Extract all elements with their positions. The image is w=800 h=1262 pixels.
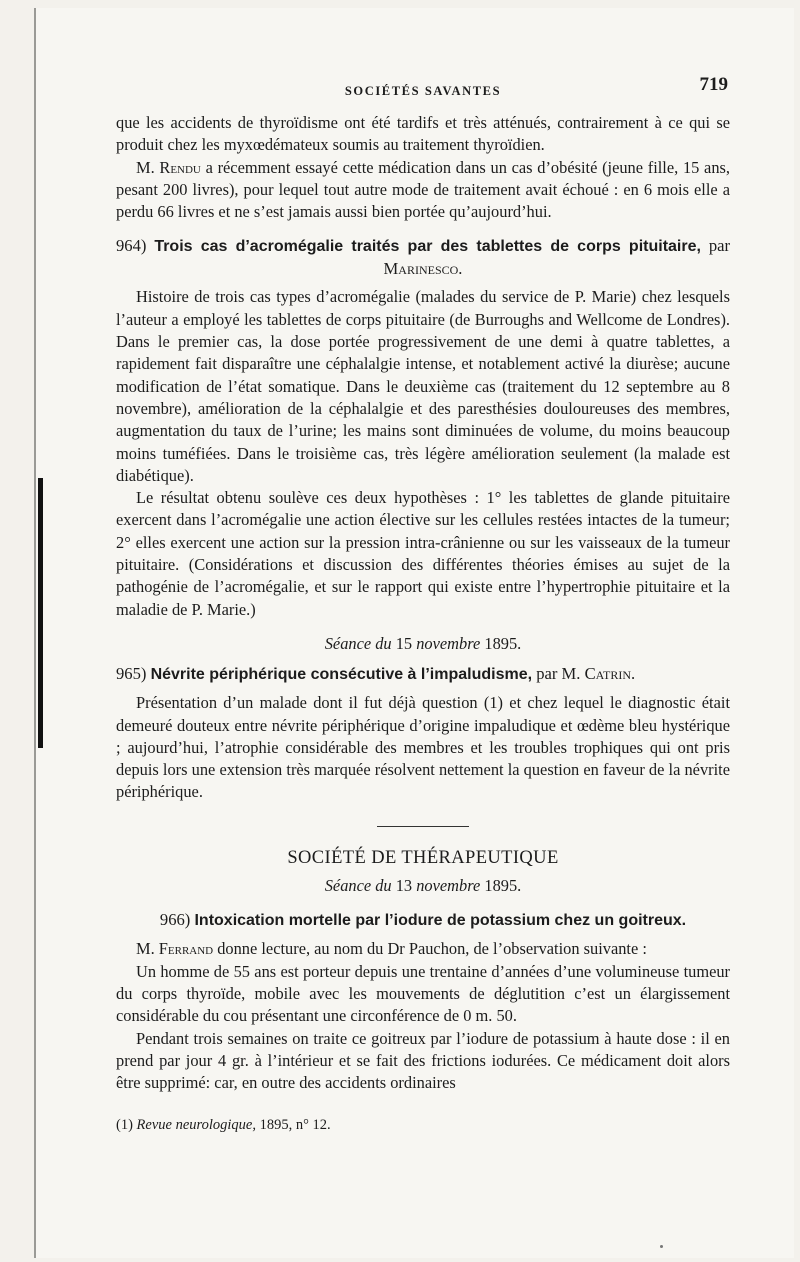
item-title-966: Intoxication mortelle par l’iodure de potassium chez un goitreux. — [194, 912, 687, 930]
author-rendu: M. Rendu — [136, 157, 201, 177]
intro-paragraph-1: que les accidents de thyroïdisme ont été tardifs et très atténués, contrairement à ce qui se produit chez les myxœdémateux soumis au traitement thyroïdien. — [116, 113, 730, 155]
item-966-paragraph-3: Pendant trois semaines on traite ce goitreux par l’iodure de potassium à haute dose : il en prend par jour 4 gr. à l’intérieur et se fait des frictions iodurées. Ce médicament doit alors être supprimé: car, en outre des accidents ordinaires — [116, 1028, 730, 1093]
item-by-964: par — [700, 236, 731, 256]
item-965-paragraph-1: Présentation d’un malade dont il fut déjà question (1) et chez lequel le diagnostic était demeuré douteux entre névrite périphérique d’origine impaludique et œdème bleu hystérique ; aujourd’hui, l’atrophie considérable des membres et les troubles trophiques qui ont pris depuis lors une extension très marquée résolvent nettement la question en faveur de la névrite périphérique. — [116, 693, 730, 802]
page-number: 719 — [699, 74, 728, 95]
intro-paragraph-2-text: a récemment essayé cette médication dans un cas d’obésité (jeune fille, 15 ans, pesant 200 livres), pour lequel tout autre mode de traitement avait échoué : en 6 mois elle a perdu 66 livres et ne s’est jamais aussi bien portée qu’aujourd’hui. — [116, 157, 730, 222]
binding-mark — [38, 478, 43, 748]
item-number-964: 964) — [116, 236, 147, 256]
item-966-paragraph-1-text: donne lecture, au nom du Dr Pauchon, de l’observation suivante : — [213, 939, 647, 959]
item-966-paragraph-2: Un homme de 55 ans est porteur depuis une trentaine d’années d’une volumineuse tumeur du corps thyroïde, mobile avec les mouvements de déglutition c’est un élargissement considérable du cou présentant une circonférence de 0 m. 50. — [116, 961, 730, 1026]
item-title-965: Névrite périphérique consécutive à l’impaludisme, — [150, 666, 533, 684]
scanned-page — [34, 8, 794, 1258]
item-964-paragraph-2: Le résultat obtenu soulève ces deux hypothèses : 1° les tablettes de glande pituitaire exercent dans l’acromégalie une action élective sur les cellules restées intactes de la tumeur; 2° elles exercent une action sur la pression intra-crânienne ou sur les vaisseaux de la tumeur pituitaire. (Considérations et discussion des différentes théories émises au sujet de la pathogénie de l’acromégalie, et sur le rapport qui existe entre l’hypertrophie pituitaire et la maladie de P. Marie.) — [116, 488, 730, 619]
seance-label-2: Séance du — [324, 876, 392, 896]
heading-966 — [116, 909, 730, 932]
heading-965 — [116, 663, 730, 686]
author-ferrand: M. Ferrand — [136, 939, 214, 959]
item-966-paragraph-1 — [116, 938, 730, 960]
page-content — [116, 74, 730, 1137]
footnote-mark: (1) — [116, 1117, 133, 1134]
seance-date-2: 13 — [395, 876, 413, 896]
item-title-964: Trois cas d’acromégalie traités par des tablettes de corps pituitaire, — [154, 238, 701, 256]
footnote — [116, 1114, 730, 1136]
item-by-965: par M. — [532, 664, 585, 684]
item-number-966: 966) — [159, 910, 191, 930]
footnote-ref: 1895, n° 12. — [256, 1117, 331, 1134]
seance-year-2: 1895. — [484, 876, 522, 896]
seance-heading-2 — [116, 875, 730, 897]
seance-month-2: novembre — [416, 876, 481, 896]
section-divider — [377, 826, 469, 827]
seance-year: 1895. — [484, 633, 522, 653]
running-head — [116, 74, 730, 106]
footnote-journal: Revue neurologique, — [136, 1117, 256, 1134]
seance-heading-1 — [116, 633, 730, 655]
heading-964 — [116, 235, 730, 280]
item-author-964: Marinesco. — [383, 259, 463, 279]
intro-paragraph-2 — [116, 157, 730, 224]
seance-label: Séance du — [324, 633, 392, 653]
seance-month: novembre — [416, 633, 481, 653]
item-author-965: Catrin. — [584, 664, 636, 684]
running-title: SOCIÉTÉS SAVANTES — [344, 84, 502, 98]
item-number-965: 965) — [116, 664, 147, 684]
item-964-paragraph-1: Histoire de trois cas types d’acromégalie (malades du service de P. Marie) chez lesquels l’auteur a employé les tablettes de corps pituitaire (de Burroughs and Wellcome de Londres). Dans le premier cas, la dose portée progressivement de une demi à quatre tablettes, a rapidement fait disparaître une céphalalgie intense, et notablement activé la diurèse; aucune modification de l’état somatique. Dans le deuxième cas (traitement du 12 septembre au 8 novembre), amélioration de la céphalalgie et des paresthésies douloureuses des membres, augmentation du taux de l’urine; les mains sont diminuées de volume, du moins beaucoup moins tuméfiées. Dans le troisième cas, très légère amélioration seulement (la malade est diabétique). — [116, 287, 730, 485]
scan-speck — [660, 1245, 663, 1248]
society-title: SOCIÉTÉ DE THÉRAPEUTIQUE — [287, 847, 559, 868]
page-edge — [34, 8, 36, 1258]
seance-date: 15 — [395, 633, 413, 653]
